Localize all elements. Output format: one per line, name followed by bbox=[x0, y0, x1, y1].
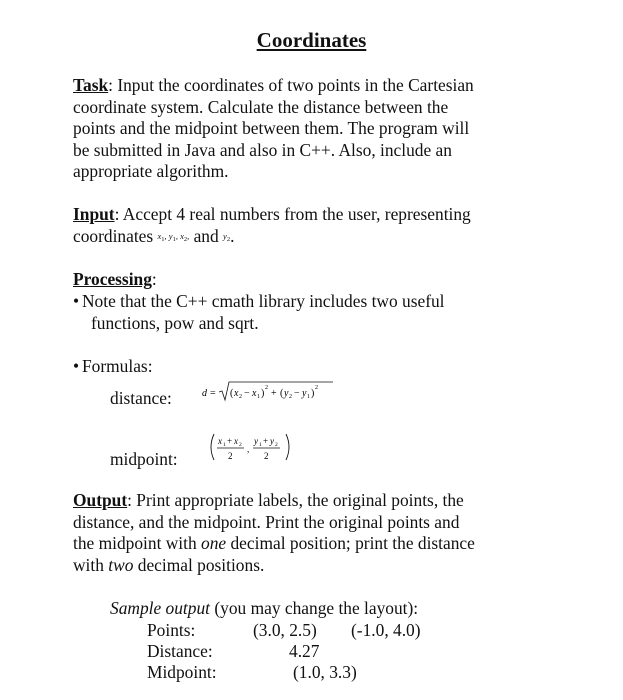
output-line-4-emphasis: two bbox=[108, 554, 134, 575]
svg-text:2: 2 bbox=[265, 385, 268, 391]
output-line-3-emphasis: one bbox=[201, 533, 227, 553]
svg-text:,: , bbox=[247, 444, 250, 454]
svg-text:x: x bbox=[234, 436, 238, 446]
svg-text:+: + bbox=[271, 388, 277, 399]
task-line-2: coordinate system. Calculate the distance between the bbox=[73, 96, 449, 117]
output-paragraph bbox=[73, 490, 553, 576]
svg-text:2: 2 bbox=[315, 385, 318, 391]
svg-text:=: = bbox=[210, 388, 216, 399]
svg-text:d: d bbox=[202, 388, 207, 399]
svg-text:2: 2 bbox=[239, 442, 242, 448]
svg-text:x: x bbox=[218, 436, 222, 446]
svg-text:2: 2 bbox=[264, 451, 269, 461]
processing-label: Processing bbox=[73, 269, 152, 289]
bullet-dot: • bbox=[73, 356, 80, 376]
sample-points-label: Points: bbox=[147, 620, 196, 640]
svg-text:−: − bbox=[244, 388, 250, 399]
sample-point-1: (3.0, 2.5) bbox=[253, 620, 317, 640]
coordinate-variable-y2: $y_2$ bbox=[223, 230, 231, 243]
sample-output-heading bbox=[110, 598, 418, 620]
input-period: . bbox=[230, 225, 235, 246]
processing-colon: : bbox=[151, 269, 157, 289]
task-line-5: appropriate algorithm. bbox=[73, 161, 229, 181]
output-line-4a: with bbox=[73, 554, 109, 575]
svg-text:2: 2 bbox=[228, 451, 233, 461]
svg-text:1: 1 bbox=[257, 394, 260, 400]
bullet-1-line-2: functions, pow and sqrt. bbox=[91, 312, 259, 333]
distance-label: distance: bbox=[110, 388, 172, 408]
svg-text:x: x bbox=[252, 388, 257, 399]
midpoint-formula bbox=[206, 430, 296, 466]
task-label: Task bbox=[73, 75, 109, 95]
svg-text:(: ( bbox=[230, 388, 234, 399]
output-label: Output bbox=[73, 490, 128, 510]
input-line-1: : Accept 4 real numbers from the user, representing bbox=[114, 204, 471, 224]
output-line-1: : Print appropriate labels, the original points, the bbox=[127, 490, 464, 510]
svg-text:2: 2 bbox=[289, 394, 292, 400]
sample-midpoint-label: Midpoint: bbox=[147, 662, 217, 682]
input-label: Input bbox=[73, 204, 115, 224]
svg-text:2: 2 bbox=[275, 442, 278, 448]
svg-text:y: y bbox=[284, 388, 289, 399]
sample-distance-label: Distance: bbox=[147, 641, 213, 661]
svg-text:+: + bbox=[263, 436, 269, 446]
svg-text:y: y bbox=[270, 436, 274, 446]
processing-heading bbox=[73, 269, 553, 291]
input-and: and bbox=[189, 225, 224, 246]
task-paragraph bbox=[73, 75, 553, 183]
processing-bullet-1 bbox=[73, 291, 543, 334]
sample-distance-value: 4.27 bbox=[289, 641, 320, 661]
svg-text:): ) bbox=[311, 388, 315, 399]
processing-bullet-2 bbox=[73, 356, 543, 378]
svg-text:x: x bbox=[234, 388, 239, 399]
sample-midpoint-value: (1.0, 3.3) bbox=[293, 662, 357, 682]
svg-text:(: ( bbox=[280, 388, 284, 399]
task-line-3: points and the midpoint between them. The program will bbox=[73, 118, 470, 138]
output-line-4b: decimal positions. bbox=[133, 554, 265, 575]
distance-formula bbox=[200, 378, 340, 406]
bullet-2-text: Formulas: bbox=[82, 356, 153, 376]
sample-heading-emphasis: Sample output bbox=[110, 598, 210, 618]
midpoint-label: midpoint: bbox=[110, 449, 178, 469]
svg-text:1: 1 bbox=[259, 442, 262, 448]
bullet-dot: • bbox=[73, 291, 80, 311]
input-line-2-prefix: coordinates bbox=[73, 225, 158, 246]
task-line-4: be submitted in Java and also in C++. Also, include an bbox=[73, 139, 452, 160]
svg-text:+: + bbox=[227, 436, 233, 446]
input-paragraph bbox=[73, 204, 553, 250]
svg-text:y: y bbox=[302, 388, 307, 399]
svg-text:1: 1 bbox=[307, 394, 310, 400]
output-line-3b: decimal position; print the distance bbox=[226, 533, 475, 553]
sample-heading-rest: (you may change the layout): bbox=[210, 598, 419, 618]
svg-text:2: 2 bbox=[239, 394, 242, 400]
task-line-1: : Input the coordinates of two points in the Cartesian bbox=[108, 75, 474, 95]
svg-text:1: 1 bbox=[223, 442, 226, 448]
bullet-1-line-1: Note that the C++ cmath library includes two useful bbox=[82, 291, 445, 311]
svg-text:): ) bbox=[261, 388, 265, 399]
svg-text:y: y bbox=[254, 436, 258, 446]
sample-point-2: (-1.0, 4.0) bbox=[351, 620, 421, 640]
svg-text:−: − bbox=[294, 388, 300, 399]
output-line-3a: the midpoint with bbox=[73, 533, 202, 553]
coordinate-variables: $x_1$, $y_1$, $x_2$, bbox=[157, 230, 190, 243]
page-title: Coordinates bbox=[256, 28, 367, 52]
output-line-2: distance, and the midpoint. Print the original points and bbox=[73, 511, 460, 532]
